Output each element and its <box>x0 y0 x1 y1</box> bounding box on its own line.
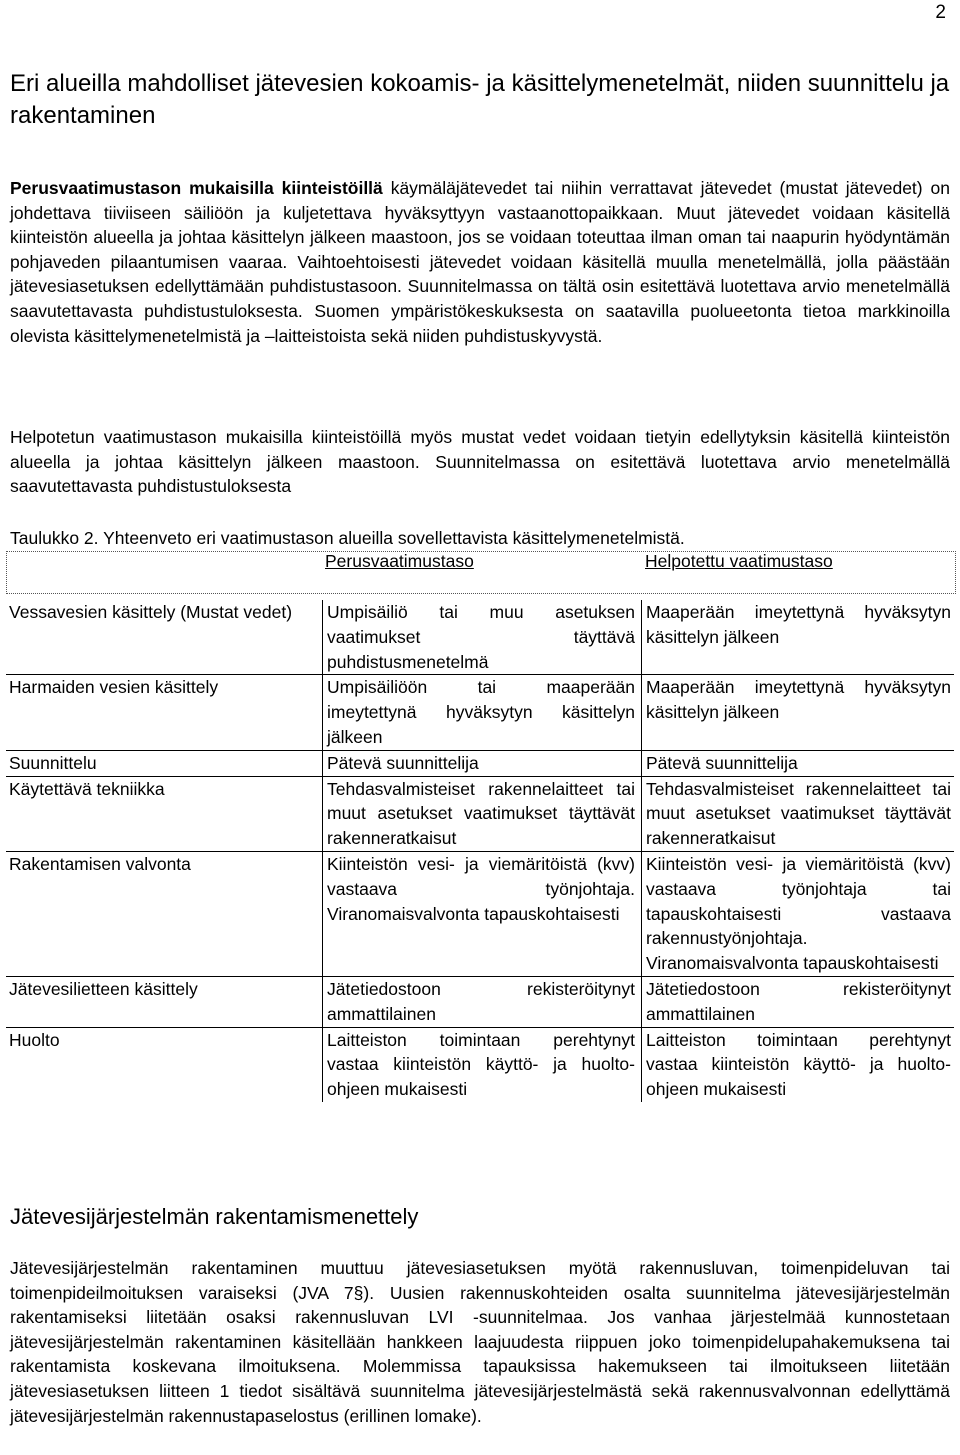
paragraph-lead-bold: Perusvaatimustason mukaisilla kiinteistöillä <box>10 178 383 198</box>
row-relaxed-value: Jätetiedostoon rekisteröitynyt ammattilainen <box>646 978 951 1024</box>
section-heading: Jätevesijärjestelmän rakentamismenettely <box>10 1204 419 1229</box>
row-label: Suunnittelu <box>9 752 97 773</box>
row-basic-value: Jätetiedostoon rekisteröitynyt ammattilainen <box>322 977 642 1027</box>
row-label: Rakentamisen valvonta <box>9 853 191 874</box>
row-basic-value: Tehdasvalmisteiset rakennelaitteet tai muut asetukset vaatimukset täyttävät rakenneratkaisut <box>322 777 642 851</box>
paragraph-body: käymäläjätevedet tai niihin verrattavat jätevedet (mustat jätevedet) on johdettava tiiviiseen säiliöön ja kuljetettava hyväksyttyyn vastaanottopaikkaan. Muut jätevedet voidaan käsitellä kiinteistön alueella ja johtaa käsittelyn jälkeen maastoon, jos se voidaan toteuttaa ilman oman tai naapurin hyödyntämän pohjaveden pilaantumisen vaaraa. Vaihtoehtoisesti jätevedet voidaan käsitellä muulla menetelmällä, jolla päästään jätevesiasetuksen edellyttämään puhdistustasoon. Suunnitelmassa on tältä osin esitettävä luotettava arvio menetelmällä saavutettavasta puhdistustuloksesta. Suomen ympäristökeskuksesta on saatavilla puolueetonta tietoa markkinoilla olevista käsittelymenetelmistä ja –laitteistoista sekä niiden puhdistuskyvystä. <box>10 178 950 346</box>
table-row <box>6 675 954 750</box>
table-row <box>6 600 954 675</box>
row-basic-value: Umpisäiliöön tai maaperään imeytettynä hyväksytyn käsittelyn jälkeen <box>322 675 642 749</box>
row-basic-value: Umpisäiliö tai muu asetuksen vaatimukset täyttävä puhdistusmenetelmä <box>322 600 642 674</box>
table-column-header-basic: Perusvaatimustaso <box>325 551 474 571</box>
paragraph-basic-level <box>10 176 950 348</box>
row-relaxed-value: Maaperään imeytettynä hyväksytyn käsittelyn jälkeen <box>646 602 951 647</box>
row-basic-value: Laitteiston toimintaan perehtynyt vastaa kiinteistön käyttö- ja huolto-ohjeen mukaisesti <box>322 1028 642 1102</box>
table-row <box>6 1028 954 1102</box>
table-row <box>6 777 954 852</box>
row-relaxed-value: Maaperään imeytettynä hyväksytyn käsittelyn jälkeen <box>646 677 951 723</box>
page-number: 2 <box>935 2 946 23</box>
page-title: Eri alueilla mahdolliset jätevesien kokoamis- ja käsittelymenetelmät, niiden suunnittelu ja rakentaminen <box>10 70 950 129</box>
row-relaxed-value: Tehdasvalmisteiset rakennelaitteet tai muut asetukset vaatimukset täyttävät rakenneratkaisut <box>646 778 951 849</box>
row-relaxed-value: Kiinteistön vesi- ja viemäritöistä (kvv) vastaava työnjohtaja tai tapauskohtaisesti vastaava rakennustyönjohtaja. Viranomaisvalvonta tapauskohtaisesti <box>646 853 951 974</box>
row-basic-value: Kiinteistön vesi- ja viemäritöistä (kvv) vastaava työnjohtaja. Viranomaisvalvonta tapauskohtaisesti <box>322 852 642 976</box>
row-relaxed-value: Pätevä suunnittelija <box>646 752 798 773</box>
paragraph-relaxed-level: Helpotetun vaatimustason mukaisilla kiinteistöillä myös mustat vedet voidaan tietyin edellytyksin käsitellä kiinteistön alueella ja johtaa käsittelyn jälkeen maastoon. Suunnitelmassa on esitettävä luotettava arvio menetelmällä saavutettavasta puhdistustuloksesta <box>10 427 950 497</box>
row-label: Vessavesien käsittely (Mustat vedet) <box>9 602 293 622</box>
row-label: Harmaiden vesien käsittely <box>9 677 219 698</box>
table-caption: Taulukko 2. Yhteenveto eri vaatimustason alueilla sovellettavista käsittelymenetelmistä. <box>10 528 685 548</box>
table-row <box>6 852 954 977</box>
table-row <box>6 977 954 1028</box>
paragraph-construction-procedure: Jätevesijärjestelmän rakentaminen muuttuu jätevesiasetuksen myötä rakennusluvan, toimenpideluvan tai toimenpideilmoituksen varaiseksi (JVA 7§). Uusien rakennuskohteiden osalta suunnitelma jätevesijärjestelmän rakentamiseksi liitetään osaksi rakennusluvan LVI -suunnitelmaa. Jos vanhaa järjestelmää kunnostetaan jätevesijärjestelmän rakentaminen käsitellään hankkeen laajuudesta riippuen joko toimenpidelupahakemuksena tai rakentamista koskevana ilmoituksena. Molemmissa tapauksissa hakemukseen tai ilmoitukseen liitetään jätevesiasetuksen liitteen 1 tiedot sisältävä suunnitelma jätevesijärjestelmästä sekä rakennusvalvonnan edellyttämä jätevesijärjestelmän rakennustapaselostus (erillinen lomake). <box>10 1258 950 1426</box>
row-label: Käytettävä tekniikka <box>9 778 165 799</box>
row-label: Jätevesilietteen käsittely <box>9 978 198 999</box>
table-column-header-relaxed: Helpotettu vaatimustaso <box>645 551 833 571</box>
table-row <box>6 751 954 777</box>
row-relaxed-value: Laitteiston toimintaan perehtynyt vastaa kiinteistön käyttö- ja huolto-ohjeen mukaisesti <box>646 1029 951 1100</box>
row-label: Huolto <box>9 1029 60 1050</box>
row-basic-value: Pätevä suunnittelija <box>322 751 642 776</box>
methods-table <box>6 600 954 1102</box>
